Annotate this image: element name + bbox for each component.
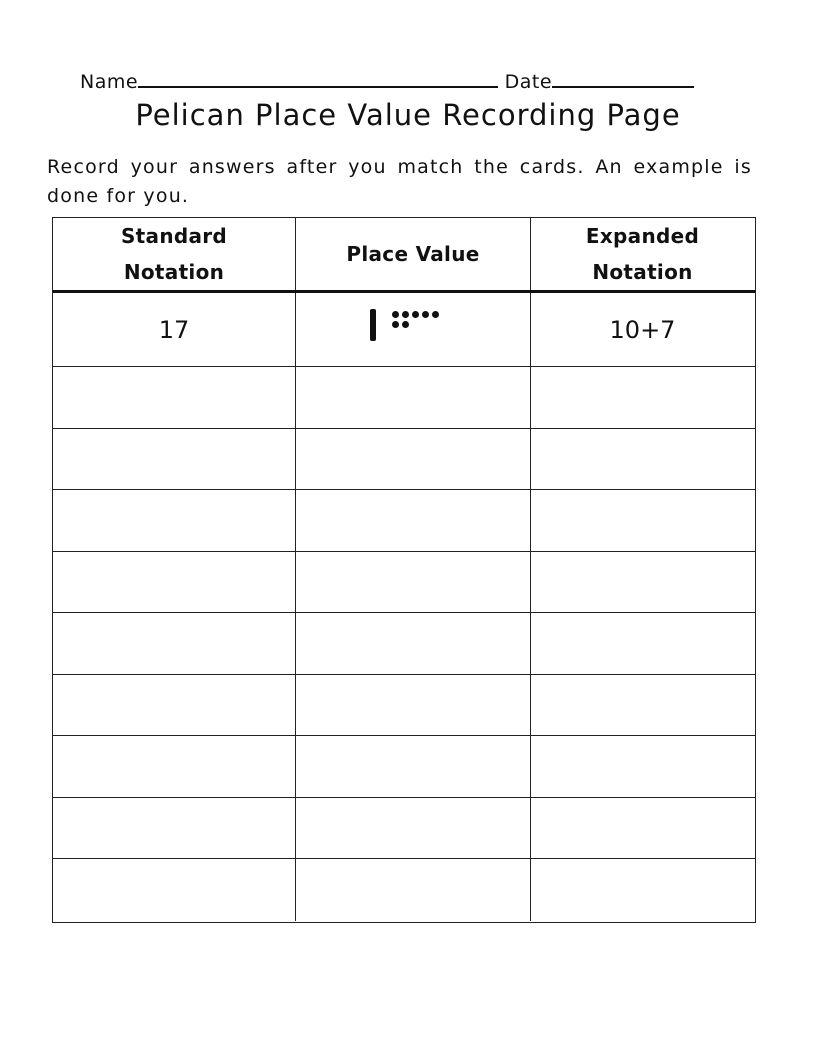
place-value-cell[interactable] (296, 429, 531, 490)
place-value-cell[interactable] (296, 552, 531, 613)
example-expanded-value: 10+7 (609, 315, 676, 344)
ones-dot (422, 311, 429, 318)
expanded-notation-cell[interactable] (531, 675, 754, 736)
tens-rod (370, 309, 376, 341)
place-value-cell[interactable] (296, 736, 531, 797)
standard-notation-cell[interactable] (53, 429, 296, 490)
header-place-value: Place Value (296, 218, 531, 290)
example-standard-value: 17 (158, 315, 190, 344)
standard-notation-cell[interactable] (53, 613, 296, 674)
standard-notation-cell[interactable] (53, 798, 296, 859)
standard-notation-cell[interactable] (53, 675, 296, 736)
place-value-blocks (296, 293, 530, 366)
expanded-notation-cell[interactable] (531, 613, 754, 674)
standard-notation-cell[interactable] (53, 490, 296, 551)
standard-notation-cell[interactable] (53, 736, 296, 797)
table-row (53, 798, 755, 860)
name-blank[interactable] (138, 70, 498, 88)
ones-dot (402, 321, 409, 328)
expanded-notation-cell[interactable] (531, 367, 754, 428)
date-blank[interactable] (552, 70, 694, 88)
expanded-notation-cell[interactable] (531, 859, 754, 921)
ones-dot (412, 311, 419, 318)
name-date-line (80, 70, 740, 93)
name-label: Name (80, 71, 139, 93)
table-row (53, 859, 755, 921)
table-row (53, 429, 755, 491)
header-standard-notation: Standard Notation (53, 218, 296, 290)
ones-dot (432, 311, 439, 318)
date-label: Date (504, 71, 553, 93)
place-value-cell[interactable] (296, 367, 531, 428)
expanded-notation-cell[interactable] (531, 552, 754, 613)
place-value-cell[interactable] (296, 675, 531, 736)
table-header-row (53, 218, 755, 293)
expanded-notation-cell[interactable] (531, 736, 754, 797)
table-row (53, 552, 755, 614)
place-value-cell[interactable] (296, 859, 531, 921)
table-row (53, 736, 755, 798)
expanded-notation-cell[interactable] (531, 798, 754, 859)
table-row (53, 490, 755, 552)
ones-dot (392, 321, 399, 328)
place-value-cell[interactable] (296, 798, 531, 859)
place-value-cell[interactable] (296, 490, 531, 551)
place-value-cell[interactable] (296, 613, 531, 674)
expanded-notation-cell[interactable] (531, 429, 754, 490)
standard-notation-cell[interactable] (53, 859, 296, 921)
example-standard-cell (53, 293, 296, 366)
ones-dot (392, 311, 399, 318)
example-place-value-cell (296, 293, 531, 366)
table-row (53, 613, 755, 675)
table-row (53, 367, 755, 429)
table-row (53, 675, 755, 737)
ones-dot (402, 311, 409, 318)
instructions: Record your answers after you match the cards. An example is done for you. (47, 156, 752, 207)
header-expanded-notation: Expanded Notation (585, 224, 700, 284)
expanded-notation-cell[interactable] (531, 490, 754, 551)
recording-table (52, 217, 756, 923)
example-row (53, 293, 755, 367)
standard-notation-cell[interactable] (53, 367, 296, 428)
example-expanded-cell (531, 293, 754, 366)
standard-notation-cell[interactable] (53, 552, 296, 613)
page-title: Pelican Place Value Recording Page (135, 98, 681, 132)
